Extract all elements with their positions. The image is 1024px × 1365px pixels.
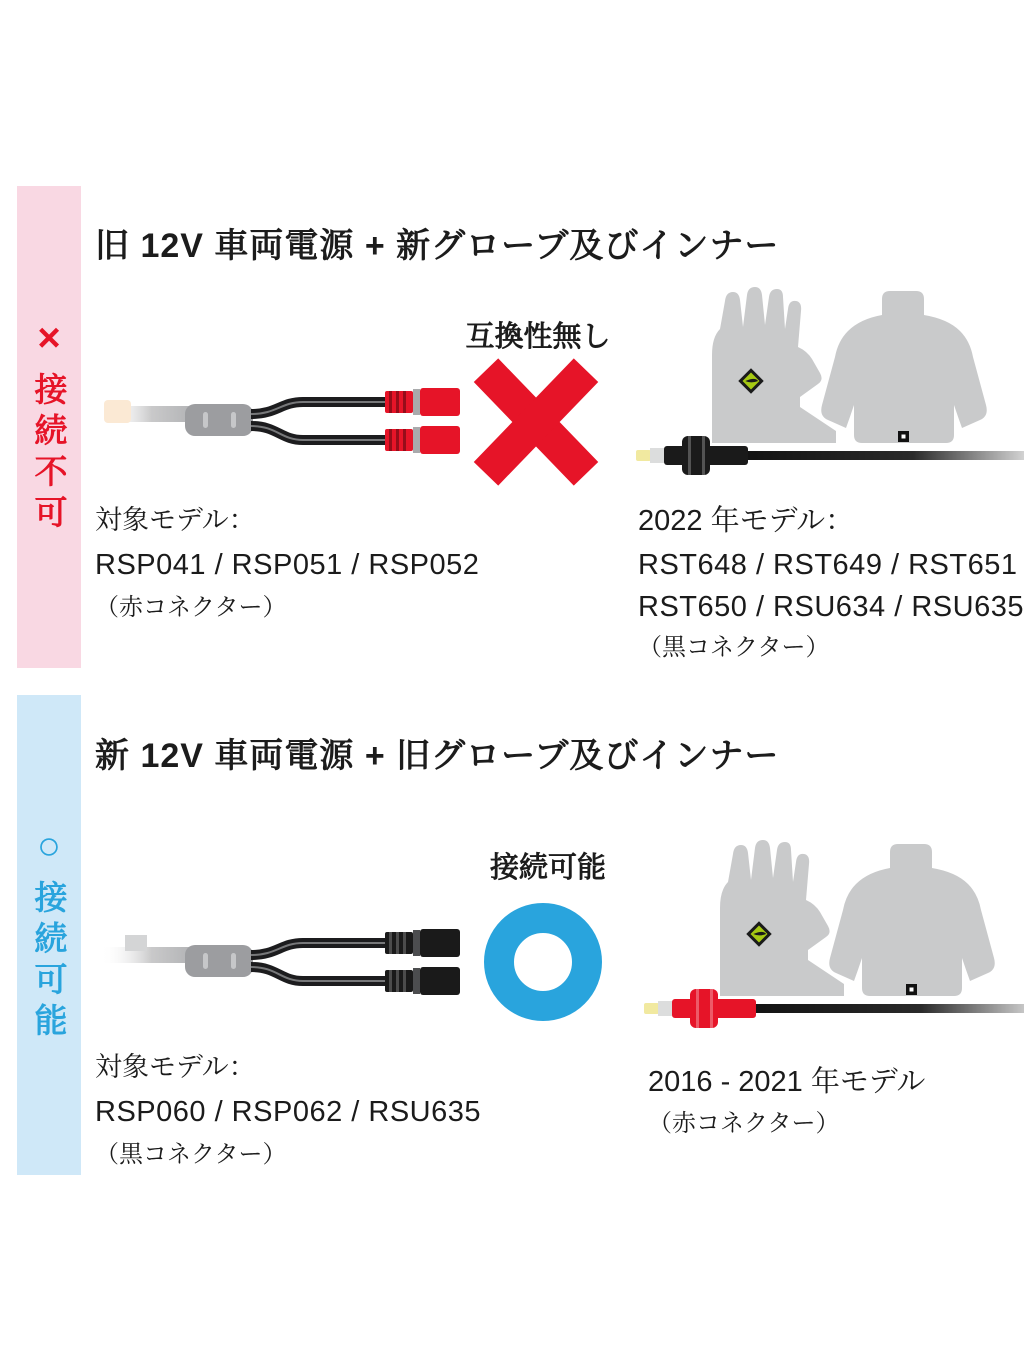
sidebar-label: 接続不可 [30, 372, 68, 536]
models-list-line2: RST650 / RSU634 / RSU635 [638, 591, 1024, 623]
garments-red-plug-illustration [638, 838, 1024, 1038]
connector-top [385, 388, 460, 416]
year-models-heading: 2022 年モデル： [638, 505, 855, 537]
circle-symbol: ○ [36, 824, 62, 868]
models-list: RSP041 / RSP051 / RSP052 [95, 549, 480, 581]
cable-icon [754, 1004, 1024, 1013]
models-list-line1: RST648 / RST649 / RST651 [638, 549, 1018, 581]
connector-note: （赤コネクター） [95, 594, 287, 621]
incompatible-left-models [95, 507, 479, 620]
glove-icon [720, 840, 844, 996]
cross-icon [480, 362, 592, 482]
connector-note: （黒コネクター） [638, 634, 830, 661]
status-label-compatible: 接続可能 [489, 852, 606, 884]
compatible-left-models [95, 1054, 481, 1167]
connector-bottom [385, 426, 460, 454]
connector-bottom [385, 967, 460, 995]
models-heading: 対象モデル： [95, 505, 256, 535]
cross-symbol: × [37, 316, 61, 360]
section-title-incompatible: 旧 12V 車両電源 + 新グローブ及びインナー [95, 227, 780, 265]
glove-icon [712, 287, 836, 443]
incompatible-right-models [638, 507, 1024, 660]
connector-note: （黒コネクター） [95, 1141, 287, 1168]
year-models-heading: 2016 - 2021 年モデル [648, 1066, 926, 1098]
models-heading: 対象モデル： [95, 1052, 256, 1082]
sidebar-label: 接続可能 [30, 880, 68, 1044]
models-list: RSP060 / RSP062 / RSU635 [95, 1096, 481, 1128]
incompatible-sidebar [17, 186, 81, 668]
garments-black-plug-illustration [630, 285, 1024, 485]
circle-icon [484, 903, 602, 1021]
jacket-icon [821, 291, 987, 443]
compatible-right-models [648, 1068, 925, 1136]
splitter-cable-red-icon [95, 372, 465, 492]
compatible-sidebar [17, 695, 81, 1175]
connector-top [385, 929, 460, 957]
connector-note: （赤コネクター） [648, 1110, 840, 1137]
jacket-icon [829, 844, 995, 996]
splitter-cable-black-icon [95, 913, 465, 1033]
status-label-incompatible: 互換性無し [465, 321, 611, 353]
section-title-compatible: 新 12V 車両電源 + 旧グローブ及びインナー [95, 737, 780, 775]
cable-icon [746, 451, 1024, 460]
